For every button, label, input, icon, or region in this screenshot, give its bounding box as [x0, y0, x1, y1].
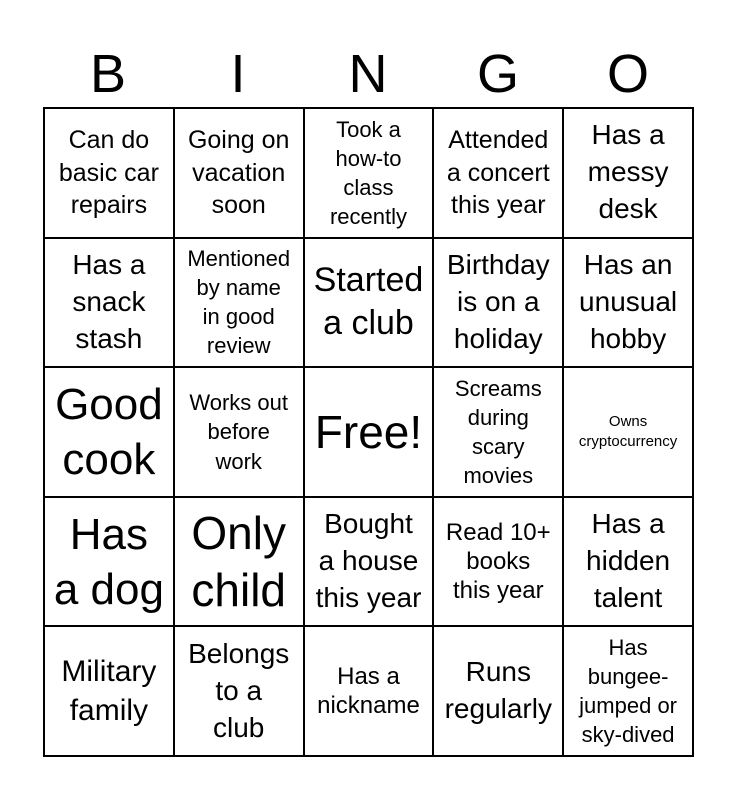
bingo-cell[interactable]: Has a dog [45, 498, 175, 628]
header-letter-b: B [89, 44, 127, 104]
bingo-cell[interactable]: Has a hidden talent [564, 498, 694, 628]
bingo-header [43, 40, 693, 108]
bingo-cell[interactable]: Started a club [305, 239, 435, 369]
bingo-cell[interactable]: Military family [45, 627, 175, 757]
bingo-cell[interactable]: Has a snack stash [45, 239, 175, 369]
bingo-cell[interactable]: Has bungee- jumped or sky-dived [564, 627, 694, 757]
bingo-cell[interactable]: Belongs to a club [175, 627, 305, 757]
header-letter-g: G [476, 44, 519, 104]
bingo-cell[interactable]: Has an unusual hobby [564, 239, 694, 369]
header-letter-o: O [606, 44, 649, 104]
bingo-cell[interactable]: Only child [175, 498, 305, 628]
bingo-grid [43, 107, 694, 757]
free-space-cell[interactable]: Free! [305, 368, 435, 498]
header-letter-i: I [230, 44, 246, 104]
header-letter-n: N [348, 44, 388, 104]
bingo-cell[interactable]: Going on vacation soon [175, 109, 305, 239]
bingo-cell[interactable]: Has a nickname [305, 627, 435, 757]
bingo-cell[interactable]: Can do basic car repairs [45, 109, 175, 239]
bingo-cell[interactable]: Good cook [45, 368, 175, 498]
bingo-cell[interactable]: Screams during scary movies [434, 368, 564, 498]
bingo-cell[interactable]: Owns cryptocurrency [564, 368, 694, 498]
bingo-cell[interactable]: Has a messy desk [564, 109, 694, 239]
bingo-cell[interactable]: Runs regularly [434, 627, 564, 757]
bingo-cell[interactable]: Bought a house this year [305, 498, 435, 628]
bingo-cell[interactable]: Read 10+ books this year [434, 498, 564, 628]
bingo-cell[interactable]: Works out before work [175, 368, 305, 498]
bingo-cell[interactable]: Birthday is on a holiday [434, 239, 564, 369]
bingo-cell[interactable]: Took a how-to class recently [305, 109, 435, 239]
bingo-cell[interactable]: Mentioned by name in good review [175, 239, 305, 369]
bingo-cell[interactable]: Attended a concert this year [434, 109, 564, 239]
